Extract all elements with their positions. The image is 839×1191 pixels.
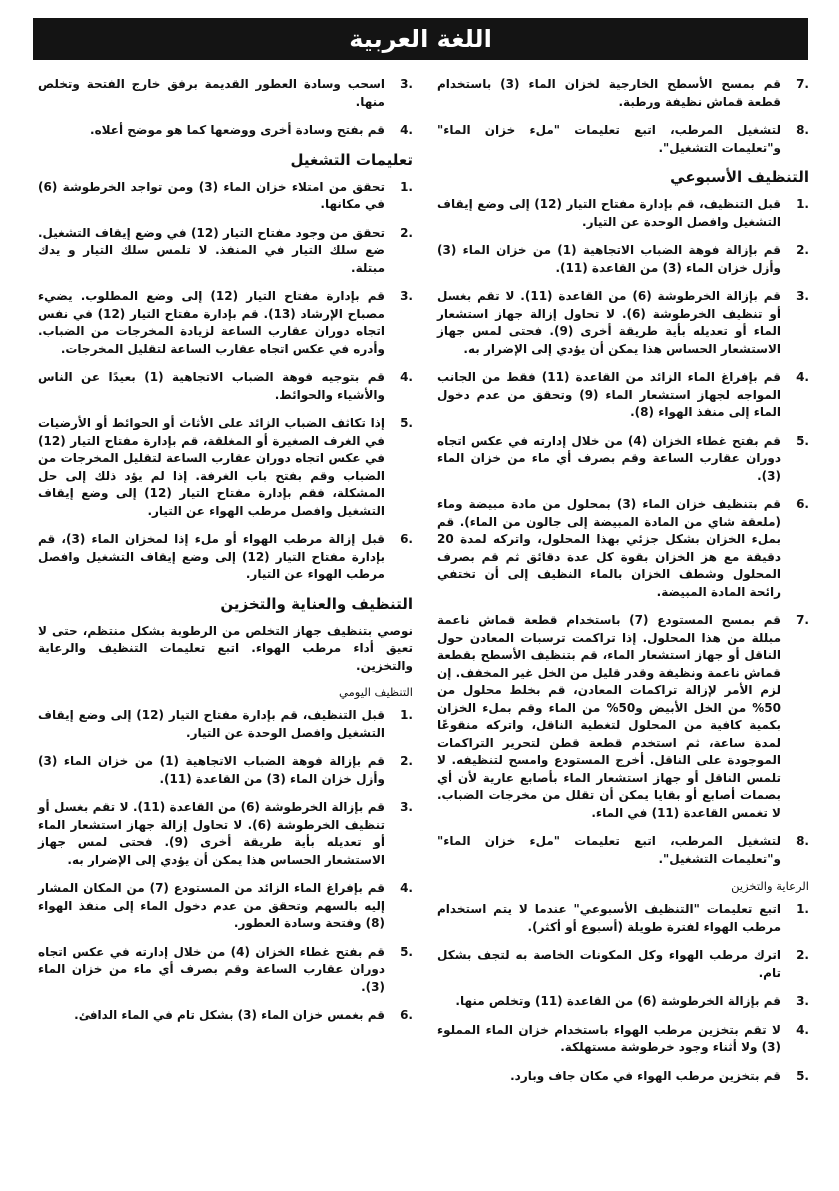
cleaning-care-storage-heading: التنظيف والعناية والتخزين [220,594,413,613]
operating-instructions-list [38,179,413,584]
weekly-cleaning-list [437,196,809,868]
intro-list-left [38,76,413,140]
care-storage-heading: الرعاية والتخزين [731,879,809,893]
list-item: 2. اترك مرطب الهواء وكل المكونات الخاصة به لتجف بشكل تام. [437,948,809,980]
list-item: 5. قم بتخزين مرطب الهواء في مكان جاف وبارد. [510,1068,809,1083]
list-item: 6. قبل إزالة مرطب الهواء أو ملء إذا لمخزان الماء (3)، قم بإدارة مفتاح التيار (12) إلى وضع إيقاف التشغيل وافصل مرطب الهواء عن التيار. [38,532,413,581]
list-item: 4. قم بتوجيه فوهة الضباب الاتجاهية (1) بعيدًا عن الناس والأشياء والحوائط. [38,370,413,402]
list-item: 3. قم بإدارة مفتاح التيار (12) إلى وضع المطلوب. يضيء مصباح الإرشاد (13). قم بإدارة مفتاح التيار (12) في نفس اتجاه دوران عقارب الساعة لزيادة المخرجات من الضباب. وأدره في عكس اتجاه عقارب الساعة لتقليل المخرجات. [38,289,413,356]
list-item: 2. قم بإزالة فوهة الضباب الاتجاهية (1) من خزان الماء (3) وأزل خزان الماء (3) من القاعدة (11). [38,754,413,786]
list-item: 4. قم بإفراغ الماء الزائد من القاعدة (11) فقط من الجانب المواجه لجهاز استشعار الماء (9) وتحقق من عدم دخول الماء إلى منفذ الهواء (8). [437,370,809,419]
care-storage-list [437,901,809,1085]
list-item: 1. تحقق من امتلاء خزان الماء (3) ومن تواجد الخرطوشة (6) في مكانها. [38,179,413,211]
list-item: 4. قم بإفراغ الماء الزائد من المستودع (7) من المكان المشار إليه بالسهم وتحقق من عدم دخول الماء إلى منفذ الهواء (8) وفتحة وسادة العطور. [38,881,413,930]
list-item: 6. قم بتنظيف خزان الماء (3) بمحلول من مادة مبيضة وماء (ملعقة شاي من المادة المبيضة إلى جالون من الماء). قم بملء الخزان بشكل جزئي بهذا المحلول، واتركه لمدة 20 دقيقة مع هز الخزان بقوة كل عدة دقائق ثم قم بصرف المحلول وشطف الخزان بالماء النظيف إلى أن تختفي رائحة المادة المبيضة. [437,497,809,599]
list-item: 7. قم بمسح الأسطح الخارجية لخزان الماء (3) باستخدام قطعة قماش نظيفة ورطبة. [437,77,809,109]
list-item: 4. قم بفتح وسادة أخرى ووضعها كما هو موضح أعلاه. [90,123,413,137]
list-item: 8. لتشغيل المرطب، اتبع تعليمات "ملء خزان الماء" و"تعليمات التشغيل". [437,834,809,866]
list-item: 5. قم بفتح غطاء الخزان (4) من خلال إدارته في عكس اتجاه دوران عقارب الساعة وقم بصرف أي ماء من خزان الماء (3). [437,433,809,483]
list-item: 6. قم بغمس خزان الماء (3) بشكل تام في الماء الدافئ. [74,1008,413,1022]
list-item: 3. اسحب وسادة العطور القديمة برفق خارج الفتحة وتخلص منها. [38,77,413,109]
daily-cleaning-heading: التنظيف اليومي [339,685,413,699]
left-column [38,76,413,1036]
weekly-cleaning-heading: التنظيف الأسبوعي [670,168,809,186]
list-item: 4. لا تقم بتخزين مرطب الهواء باستخدام خزان الماء المملوء (3) ولا أثناء وجود خرطوشة مستهلكة. [437,1022,809,1054]
list-item: 1. اتبع تعليمات "التنظيف الأسبوعي" عندما لا يتم استخدام مرطب الهواء لفترة طويلة (أسبوع أو أكثر). [437,902,809,934]
operating-instructions-heading: تعليمات التشغيل [290,150,413,169]
list-item: 5. إذا تكاثف الضباب الزائد على الأثاث أو الحوائط أو الأرضيات في الغرف الصغيرة أو المغلقة، قم بإدارة مفتاح التيار (12) في عكس اتجاه دوران عقارب الساعة لتقليل المخرجات من الضباب وقم بفتح باب الغرفة. إذا لم يؤد ذلك إلى حل المشكلة، فقم بإدارة مفتاح التيار (12) إلى وضع إيقاف التشغيل وافصل مرطب الهواء عن التيار. [38,416,413,518]
list-item: 5. قم بفتح غطاء الخزان (4) من خلال إدارته في عكس اتجاه دوران عقارب الساعة وقم بصرف أي ماء من خزان الماء (3). [38,944,413,994]
right-column [437,76,809,1096]
list-item: 2. تحقق من وجود مفتاح التيار (12) في وضع إيقاف التشغيل. ضع سلك التيار في المنفذ. لا تلمس سلك التيار و يدك مبتلة. [38,225,413,275]
cleaning-intro-paragraph: نوصي بتنظيف جهاز التخلص من الرطوبة بشكل منتظم، حتى لا تعيق أداء مرطب الهواء. اتبع تعليمات التنظيف والرعاية والتخزين. [38,623,413,673]
list-item: 3. قم بإزالة الخرطوشة (6) من القاعدة (11). لا تقم بغسل أو تنظيف الخرطوشة (6). لا تحاول إزالة جهاز استشعار الماء أو تعديله بأية طريقة أخرى (9). فحتى لمس جهاز الاستشعار الحساس هذا يمكن أن يؤدي إلى الإضرار به. [38,800,413,867]
daily-cleaning-list [38,707,413,1025]
list-item: 2. قم بإزالة فوهة الضباب الاتجاهية (1) من خزان الماء (3) وأزل خزان الماء (3) من القاعدة (11). [437,243,809,275]
list-item: 1. قبل التنظيف، قم بإدارة مفتاح التيار (12) إلى وضع إيقاف التشغيل وافصل الوحدة عن التيار. [38,708,413,740]
list-item: 8. لتشغيل المرطب، اتبع تعليمات "ملء خزان الماء" و"تعليمات التشغيل". [437,123,809,155]
list-item: 3. قم بإزالة الخرطوشة (6) من القاعدة (11). لا تقم بغسل أو تنظيف الخرطوشة (6). لا تحاول إزالة جهاز استشعار الماء أو تعديله بأية طريقة أخرى (9). فحتى لمس جهاز الاستشعار الحساس هذا يمكن أن يؤدي إلى الإضرار به. [437,289,809,356]
list-item: 7. قم بمسح المستودع (7) باستخدام قطعة قماش ناعمة مبللة من هذا المحلول. إذا تراكمت ترسبات المعادن حول الناقل أو جهاز استشعار الماء، قم بتنظيف الأسطح بقطعة قماش ناعمة ونظيفة وقدر قليل من الخل غير المخفف. إن لزم الأمر لإزالة تراكمات المعادن، قم بخلط محلول من 50% من الخل الأبيض و50% من الماء وقم بملء الخزان بكمية كافية من المحلول لتغطية الناقل، واتركه منقوعًا لمدة ساعة، ثم استخدم قطعة قطن لتحرير التراكمات الموجودة على الناقل. أخرج المستودع وامسح لتنظيفه. لا تلمس الناقل أو جهاز استشعار الماء بأصابع عارية لأن أي بصمات أصابع أو بقايا يمكن أن تقلل من مخرجات الضباب. لا تغمس القاعدة (11) في الماء. [437,613,809,820]
list-item: 1. قبل التنظيف، قم بإدارة مفتاح التيار (12) إلى وضع إيقاف التشغيل وافصل الوحدة عن التيار. [437,197,809,229]
intro-list-right [437,76,809,157]
list-item: 3. قم بإزالة الخرطوشة (6) من القاعدة (11) وتخلص منها. [455,994,809,1008]
page-title: اللغة العربية [349,25,492,53]
header-bar [33,18,808,60]
